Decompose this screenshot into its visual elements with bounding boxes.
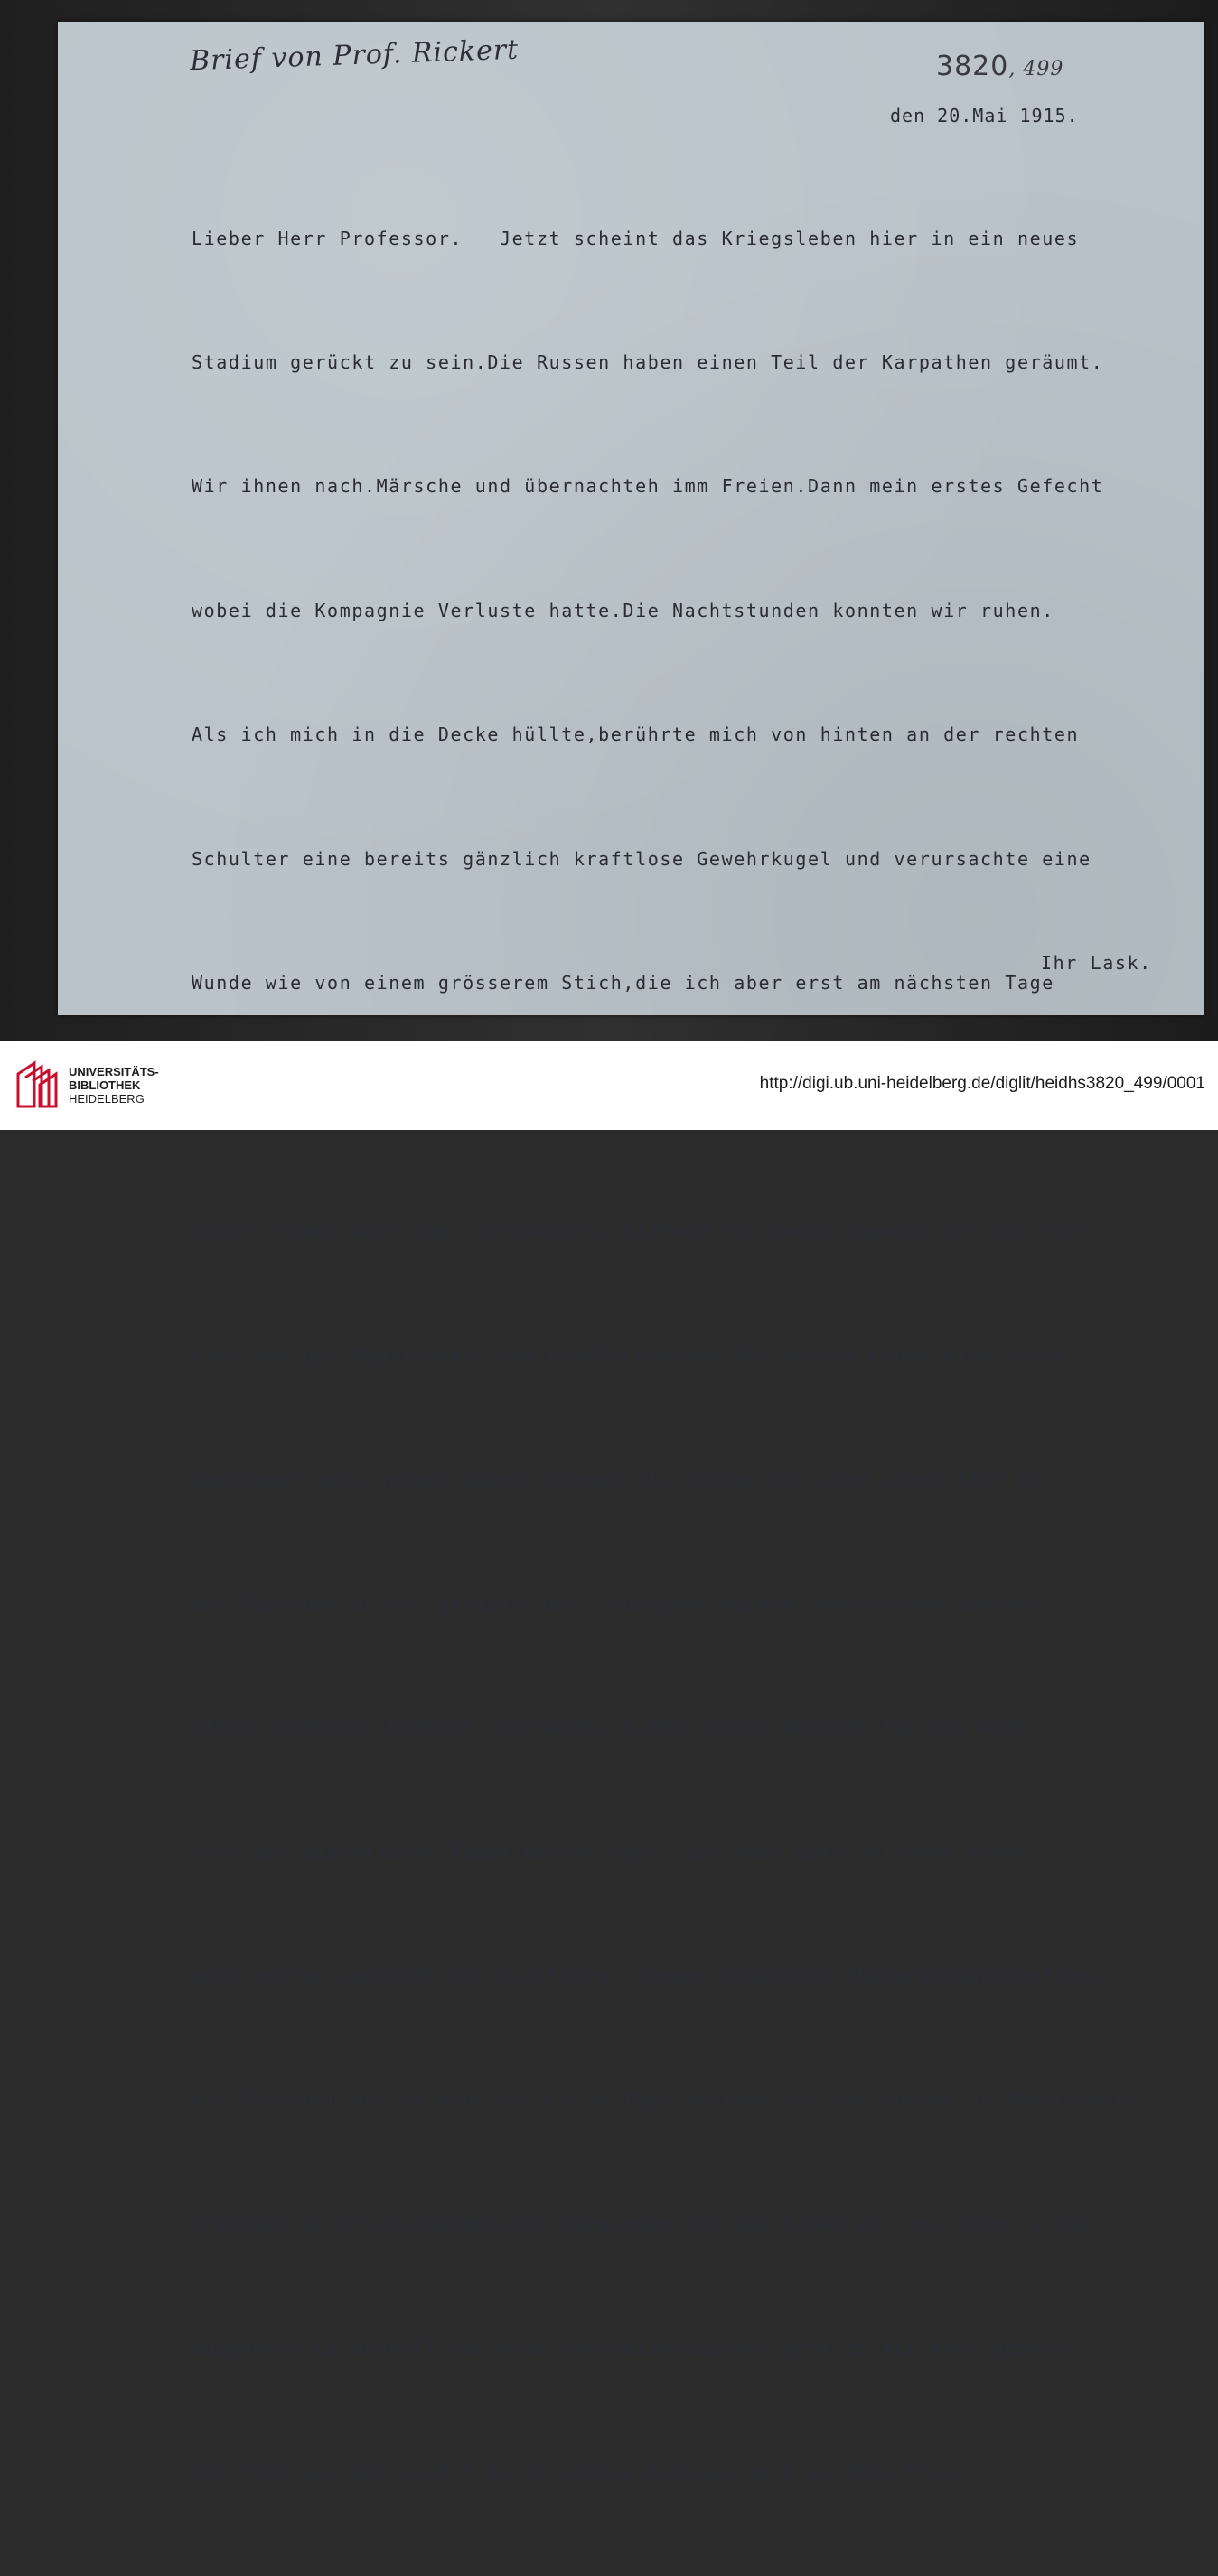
letter-line: überhaupt ganz anders bewegt werden als früher.Wir sind schon fast in — [192, 1468, 1043, 1490]
letter-line: Schulter eine bereits gänzlich kraftlose Gewehrkugel und verursachte eine — [192, 847, 1092, 870]
letter-line: ausgemalt.Es dunkelt,ich muss schliessen.Bisher geht es mir auch gesund- — [192, 2337, 1080, 2359]
letter-line: Wir freunden uns an.Wenn sich's so fügt,schicke ich ihn später zu Ihnen/nach — [192, 2088, 1129, 2111]
letter-line: Lieber Herr Professor. Jetzt scheint das Kriegsleben hier in ein neues — [192, 227, 1080, 249]
letter-line: Als ich mich in die Decke hüllte,berührte mich von hinten an der rechten — [192, 723, 1080, 746]
letter-line: nachts immer wach,tags teilweise schlafend.Ein wenig ungemütlich und noch — [192, 1219, 1092, 1242]
ub-heidelberg-logo-icon[interactable] — [14, 1058, 60, 1112]
letter-line: Wir ihnen nach.Märsche und übernachteh imm Freien.Dann mein erstes Gefecht — [192, 475, 1104, 498]
letter-line: heitlich vorzüglich.Mit herzlichsten Grüssen auch an Ihre Frau — [192, 2460, 956, 2483]
letter-line: sehr netten Leutnant als Zug-Führer,jungen Studenten (Naturwissenschaften) — [192, 1965, 1104, 1987]
footer-bar — [0, 1041, 1218, 1130]
library-name-line: BIBLIOTHEK — [69, 1078, 141, 1092]
shelfmark-number: 3820 — [936, 51, 1009, 82]
letter-line: Freiburg,da er philosophische Neigungen hat.Das haben wir uns schon alles — [192, 2212, 1092, 2235]
library-name-line: HEIDELBERG — [69, 1092, 145, 1106]
letter-line: viel weniger Möglichkeit zum Briefschreiben als je.Das Leben wird jetzt — [192, 1344, 1067, 1367]
shelfmark-sub: , 499 — [1008, 58, 1064, 80]
letter-date: den 20.Mai 1915. — [890, 105, 1079, 126]
handwritten-title: Brief von Prof. Rickert — [189, 33, 520, 78]
library-name-line: UNIVERSITÄTS- — [69, 1065, 159, 1078]
library-name — [69, 1065, 159, 1106]
letter-line: Stadium gerückt zu sein.Die Russen haben einen Teil der Karpathen geräumt. — [192, 350, 1104, 373]
permalink-url[interactable]: http://digi.ub.uni-heidelberg.de/diglit/heidhs3820_499/0001 — [759, 1074, 1205, 1093]
letter-line: wobei die Kompagnie Verluste hatte.Die Nachtstunden konnten wir ruhen. — [192, 599, 1054, 621]
signature: Ihr Lask. — [1041, 952, 1152, 974]
letter-line: erst der eigentliche Kampf,bisher Idyll.Ich habe Gott sei Dank einen — [192, 1840, 1030, 1862]
letter-line: stets wunderbar behütet vom Geschick,aber jetzt beginnt für uns wohl — [192, 1716, 1030, 1739]
letter-body — [192, 135, 1204, 2576]
shelfmark — [936, 51, 1063, 82]
letter-line: der Tiefebne,in der galizischen, (übrigens meinem Geburtsland),Bisher — [192, 1591, 1043, 1614]
letter-line: Wunde wie von einem grösserem Stich,die ich aber erst am nächsten Tage — [192, 971, 1054, 994]
